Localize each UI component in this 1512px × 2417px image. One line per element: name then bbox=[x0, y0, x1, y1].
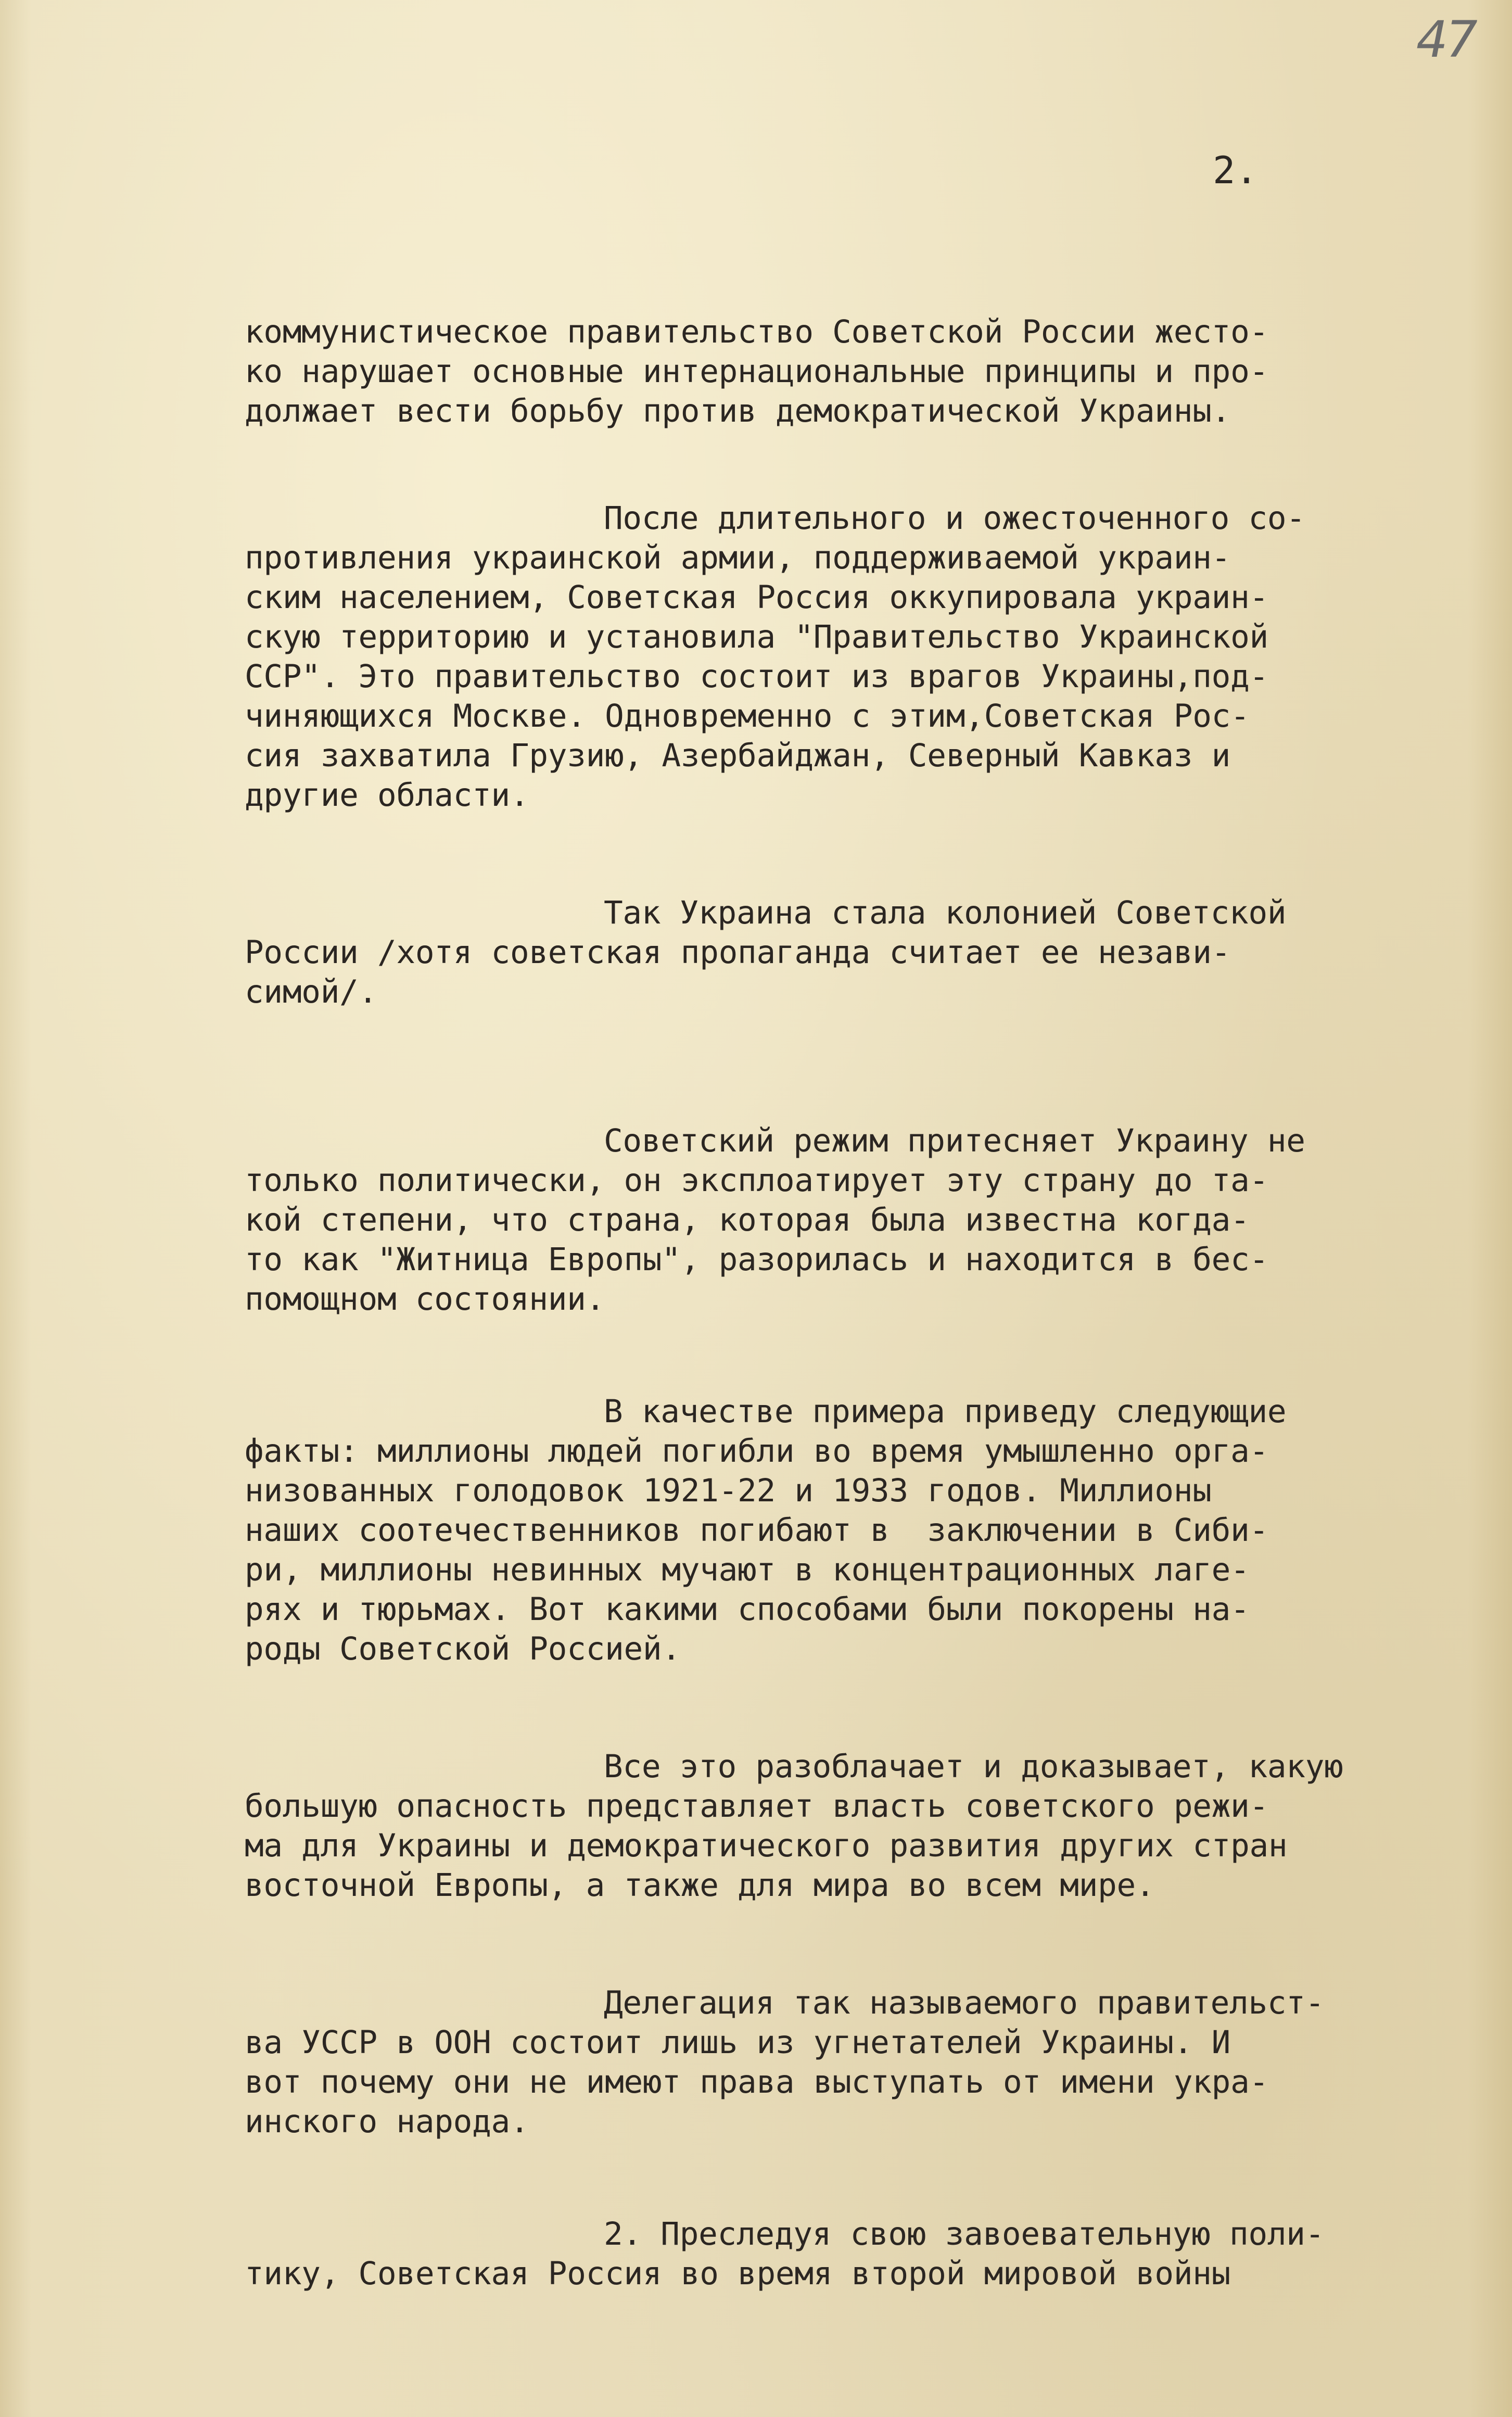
text-line: инского народа. bbox=[245, 2103, 529, 2140]
text-line: После длительного и ожесточенного со- bbox=[604, 500, 1305, 537]
text-line: только политически, он эксплоатирует эту страну до та- bbox=[245, 1162, 1268, 1199]
text-line: 2. Преследуя свою завоевательную поли- bbox=[604, 2216, 1325, 2253]
document-body bbox=[245, 312, 1494, 2294]
text-line: помощном состоянии. bbox=[245, 1281, 605, 1318]
paragraph-2 bbox=[245, 499, 1494, 815]
text-line: Все это разоблачает и доказывает, какую bbox=[604, 1748, 1343, 1785]
paragraph-8 bbox=[245, 2214, 1494, 2294]
text-line: тику, Советская Россия во время второй мировой войны bbox=[245, 2255, 1231, 2292]
text-line: противления украинской армии, поддерживаемой украин- bbox=[245, 539, 1231, 576]
text-line: ССР". Это правительство состоит из врагов Украины,под- bbox=[245, 658, 1268, 695]
paragraph-5 bbox=[245, 1392, 1494, 1669]
text-line: рях и тюрьмах. Вот какими способами были покорены на- bbox=[245, 1591, 1250, 1628]
text-line: ко нарушает основные интернациональные принципы и про- bbox=[245, 353, 1268, 390]
text-line: Делегация так называемого правительст- bbox=[604, 1984, 1325, 2021]
text-line: В качестве примера приведу следующие bbox=[604, 1393, 1287, 1430]
text-line: должает вести борьбу против демократической Украины. bbox=[245, 393, 1231, 429]
text-line: симой/. bbox=[245, 973, 377, 1010]
text-line: сия захватила Грузию, Азербайджан, Северный Кавказ и bbox=[245, 737, 1231, 774]
text-line: факты: миллионы людей погибли во время умышленно орга- bbox=[245, 1433, 1268, 1470]
text-line: наших соотечественников погибают в заключении в Сиби- bbox=[245, 1512, 1268, 1549]
text-line: роды Советской Россией. bbox=[245, 1630, 681, 1667]
text-line: большую опасность представляет власть советского режи- bbox=[245, 1788, 1268, 1825]
text-line: вот почему они не имеют права выступать от имени укра- bbox=[245, 2064, 1268, 2100]
text-line: ским населением, Советская Россия оккупировала украин- bbox=[245, 579, 1268, 616]
paragraph-7 bbox=[245, 1983, 1494, 2142]
text-line: кой степени, что страна, которая была известна когда- bbox=[245, 1201, 1250, 1238]
text-line: ва УССР в ООН состоит лишь из угнетателей Украины. И bbox=[245, 2024, 1231, 2061]
text-line: Так Украина стала колонией Советской bbox=[604, 894, 1287, 931]
text-line: ма для Украины и демократического развития других стран bbox=[245, 1827, 1288, 1864]
text-line: ри, миллионы невинных мучают в концентрационных лаге- bbox=[245, 1551, 1250, 1588]
folio-mark: 47 bbox=[1416, 10, 1476, 69]
paragraph-6 bbox=[245, 1747, 1494, 1905]
text-line: то как "Житница Европы", разорилась и находится в бес- bbox=[245, 1241, 1268, 1278]
page-number: 2. bbox=[1213, 148, 1258, 192]
text-line: восточной Европы, а также для мира во всем мире. bbox=[245, 1867, 1155, 1904]
paragraph-3 bbox=[245, 893, 1494, 1012]
text-line: коммунистическое правительство Советской России жесто- bbox=[245, 313, 1268, 350]
text-line: Советский режим притесняет Украину не bbox=[604, 1122, 1305, 1159]
text-line: России /хотя советская пропаганда считает ее незави- bbox=[245, 934, 1231, 971]
paragraph-1 bbox=[245, 312, 1494, 431]
text-line: другие области. bbox=[245, 777, 529, 814]
paragraph-4 bbox=[245, 1121, 1494, 1319]
text-line: низованных голодовок 1921-22 и 1933 годов. Миллионы bbox=[245, 1472, 1212, 1509]
text-line: скую территорию и установила "Правительство Украинской bbox=[245, 618, 1268, 655]
text-line: чиняющихся Москве. Одновременно с этим,Советская Рос- bbox=[245, 698, 1250, 735]
